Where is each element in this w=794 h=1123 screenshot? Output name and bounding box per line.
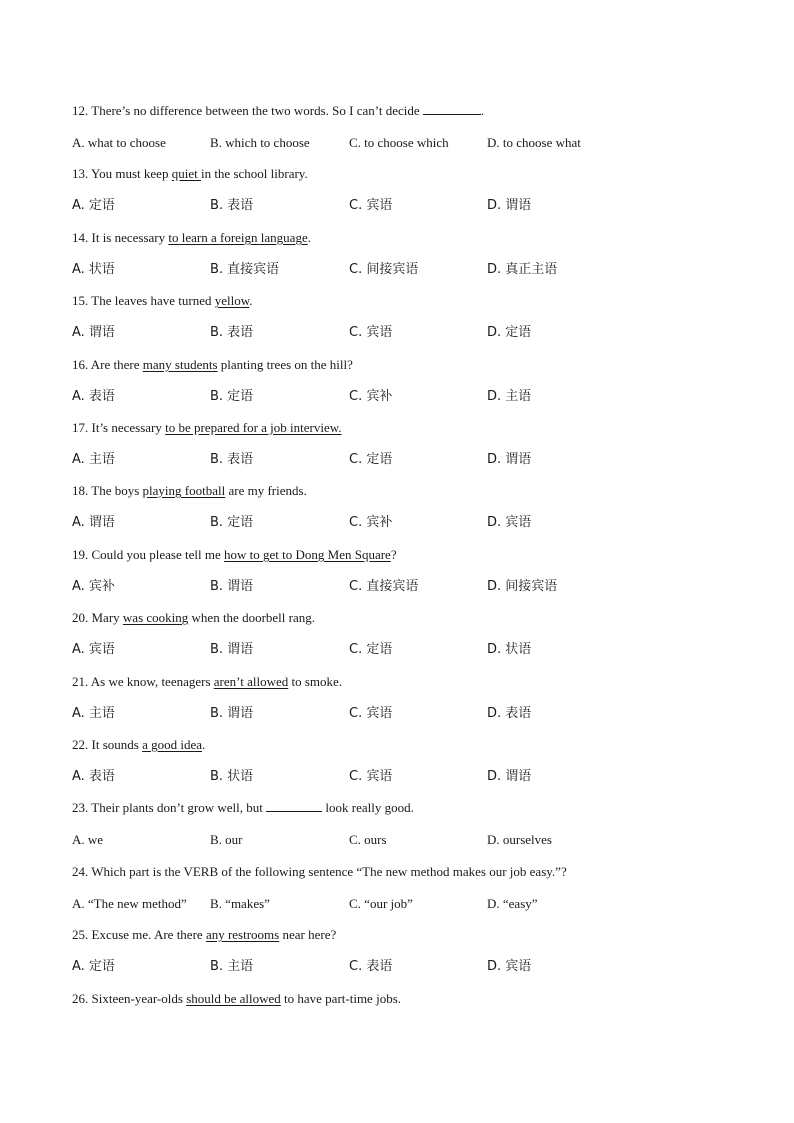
question-17	[72, 419, 342, 437]
question-text-tail: near here?	[279, 927, 337, 942]
question-text: There’s no difference between the two words. So I can’t decide	[91, 103, 423, 118]
question-21	[72, 673, 342, 691]
question-text: As we know, teenagers	[90, 674, 214, 689]
question-text: Excuse me. Are there	[91, 927, 206, 942]
underlined-phrase: playing football	[142, 483, 226, 498]
question-number: 17.	[72, 420, 89, 435]
underlined-phrase: aren’t allowed	[213, 674, 289, 689]
question-number: 21.	[72, 674, 89, 689]
option-a: A. 表语	[72, 769, 115, 784]
question-text-tail: ?	[390, 547, 397, 562]
option-d: D. 定语	[487, 325, 532, 340]
underlined-phrase: quiet	[171, 166, 201, 181]
option-c: C. 宾补	[349, 389, 393, 404]
option-b: B. 定语	[210, 515, 254, 530]
question-18	[72, 482, 307, 500]
option-b: B. which to choose	[210, 135, 310, 150]
option-c: C. 宾语	[349, 198, 393, 213]
question-number: 18.	[72, 483, 89, 498]
option-c: C. 表语	[349, 959, 393, 974]
option-c: C. 宾补	[349, 515, 393, 530]
option-a: A. 状语	[72, 262, 115, 277]
question-text-tail: planting trees on the hill?	[217, 357, 353, 372]
option-a: A. 主语	[72, 452, 115, 467]
option-a: A. 定语	[72, 959, 115, 974]
option-a: A. 主语	[72, 706, 115, 721]
underlined-phrase: a good idea	[142, 737, 202, 752]
question-number: 16.	[72, 357, 89, 372]
question-24	[72, 863, 567, 881]
underlined-phrase: to learn a foreign language	[168, 230, 308, 245]
option-a: A. what to choose	[72, 135, 166, 150]
option-b: B. 状语	[210, 769, 254, 784]
option-b: B. 表语	[210, 452, 254, 467]
option-a: A. 谓语	[72, 515, 115, 530]
underlined-phrase: yellow	[214, 293, 250, 308]
underlined-phrase: was cooking	[122, 610, 189, 625]
question-text: Sixteen-year-olds	[91, 991, 187, 1006]
question-number: 13.	[72, 166, 89, 181]
question-15	[72, 292, 253, 310]
question-number: 25.	[72, 927, 89, 942]
question-text-tail: when the doorbell rang.	[188, 610, 315, 625]
option-c: C. 定语	[349, 642, 393, 657]
option-b: B. 谓语	[210, 642, 254, 657]
option-a: A. “The new method”	[72, 896, 187, 911]
question-23	[72, 799, 414, 817]
option-d: D. 真正主语	[487, 262, 558, 277]
question-26	[72, 990, 401, 1008]
option-c: C. 直接宾语	[349, 579, 419, 594]
question-text: The boys	[91, 483, 143, 498]
option-b: B. 直接宾语	[210, 262, 280, 277]
question-text: Mary	[91, 610, 123, 625]
option-c: C. to choose which	[349, 135, 449, 150]
question-19	[72, 546, 397, 564]
question-text-tail: to smoke.	[288, 674, 343, 689]
question-text: Which part is the VERB of the following sentence “The new method makes our job easy.”?	[91, 864, 567, 879]
question-text: You must keep	[91, 166, 172, 181]
option-a: A. 表语	[72, 389, 115, 404]
option-c: C. 定语	[349, 452, 393, 467]
option-d: D. 谓语	[487, 769, 532, 784]
question-number: 23.	[72, 800, 89, 815]
question-text-tail: look really good.	[322, 800, 414, 815]
question-number: 24.	[72, 864, 89, 879]
question-number: 12.	[72, 103, 89, 118]
option-b: B. 表语	[210, 325, 254, 340]
underlined-phrase: how to get to Dong Men Square	[224, 547, 391, 562]
question-text: Their plants don’t grow well, but	[91, 800, 267, 815]
question-number: 22.	[72, 737, 89, 752]
question-20	[72, 609, 315, 627]
option-d: D. 主语	[487, 389, 532, 404]
answer-blank	[423, 102, 481, 115]
question-text: Are there	[90, 357, 143, 372]
option-a: A. 谓语	[72, 325, 115, 340]
option-c: C. 间接宾语	[349, 262, 419, 277]
underlined-phrase: should be allowed	[186, 991, 281, 1006]
question-text: Could you please tell me	[91, 547, 225, 562]
option-d: D. 谓语	[487, 452, 532, 467]
question-25	[72, 926, 336, 944]
option-b: B. 主语	[210, 959, 254, 974]
option-a: A. 定语	[72, 198, 115, 213]
question-text-tail: .	[249, 293, 253, 308]
option-b: B. 表语	[210, 198, 254, 213]
option-d: D. 状语	[487, 642, 532, 657]
underlined-phrase: any restrooms	[205, 927, 280, 942]
question-text: The leaves have turned	[91, 293, 215, 308]
option-b: B. “makes”	[210, 896, 270, 911]
question-text: It’s necessary	[91, 420, 166, 435]
option-d: D. 谓语	[487, 198, 532, 213]
question-number: 20.	[72, 610, 89, 625]
question-text-tail: .	[307, 230, 311, 245]
option-a: A. 宾补	[72, 579, 115, 594]
option-d: D. 间接宾语	[487, 579, 558, 594]
question-text-tail: .	[480, 103, 485, 118]
question-text: It sounds	[91, 737, 143, 752]
option-c: C. “our job”	[349, 896, 413, 911]
question-12	[72, 102, 484, 120]
option-d: D. 宾语	[487, 515, 532, 530]
option-a: A. we	[72, 832, 104, 847]
option-d: D. 宾语	[487, 959, 532, 974]
question-text-tail: .	[201, 737, 206, 752]
option-d: D. 表语	[487, 706, 532, 721]
question-number: 15.	[72, 293, 89, 308]
option-b: B. 定语	[210, 389, 254, 404]
question-14	[72, 229, 311, 247]
question-number: 14.	[72, 230, 89, 245]
question-22	[72, 736, 205, 754]
question-text-tail: in the school library.	[200, 166, 308, 181]
option-d: D. ourselves	[487, 832, 552, 847]
question-number: 19.	[72, 547, 89, 562]
question-text-tail: are my friends.	[225, 483, 307, 498]
option-b: B. 谓语	[210, 706, 254, 721]
question-text: It is necessary	[91, 230, 169, 245]
option-c: C. 宾语	[349, 769, 393, 784]
question-13	[72, 165, 308, 183]
answer-blank	[266, 799, 322, 812]
question-number: 26.	[72, 991, 89, 1006]
option-c: C. 宾语	[349, 706, 393, 721]
question-16	[72, 356, 353, 374]
option-d: D. “easy”	[487, 896, 538, 911]
underlined-phrase: to be prepared for a job interview.	[165, 420, 342, 435]
option-a: A. 宾语	[72, 642, 115, 657]
option-b: B. our	[210, 832, 243, 847]
question-text-tail: to have part-time jobs.	[280, 991, 401, 1006]
option-c: C. 宾语	[349, 325, 393, 340]
option-b: B. 谓语	[210, 579, 254, 594]
option-c: C. ours	[349, 832, 387, 847]
option-d: D. to choose what	[487, 135, 581, 150]
underlined-phrase: many students	[142, 357, 218, 372]
